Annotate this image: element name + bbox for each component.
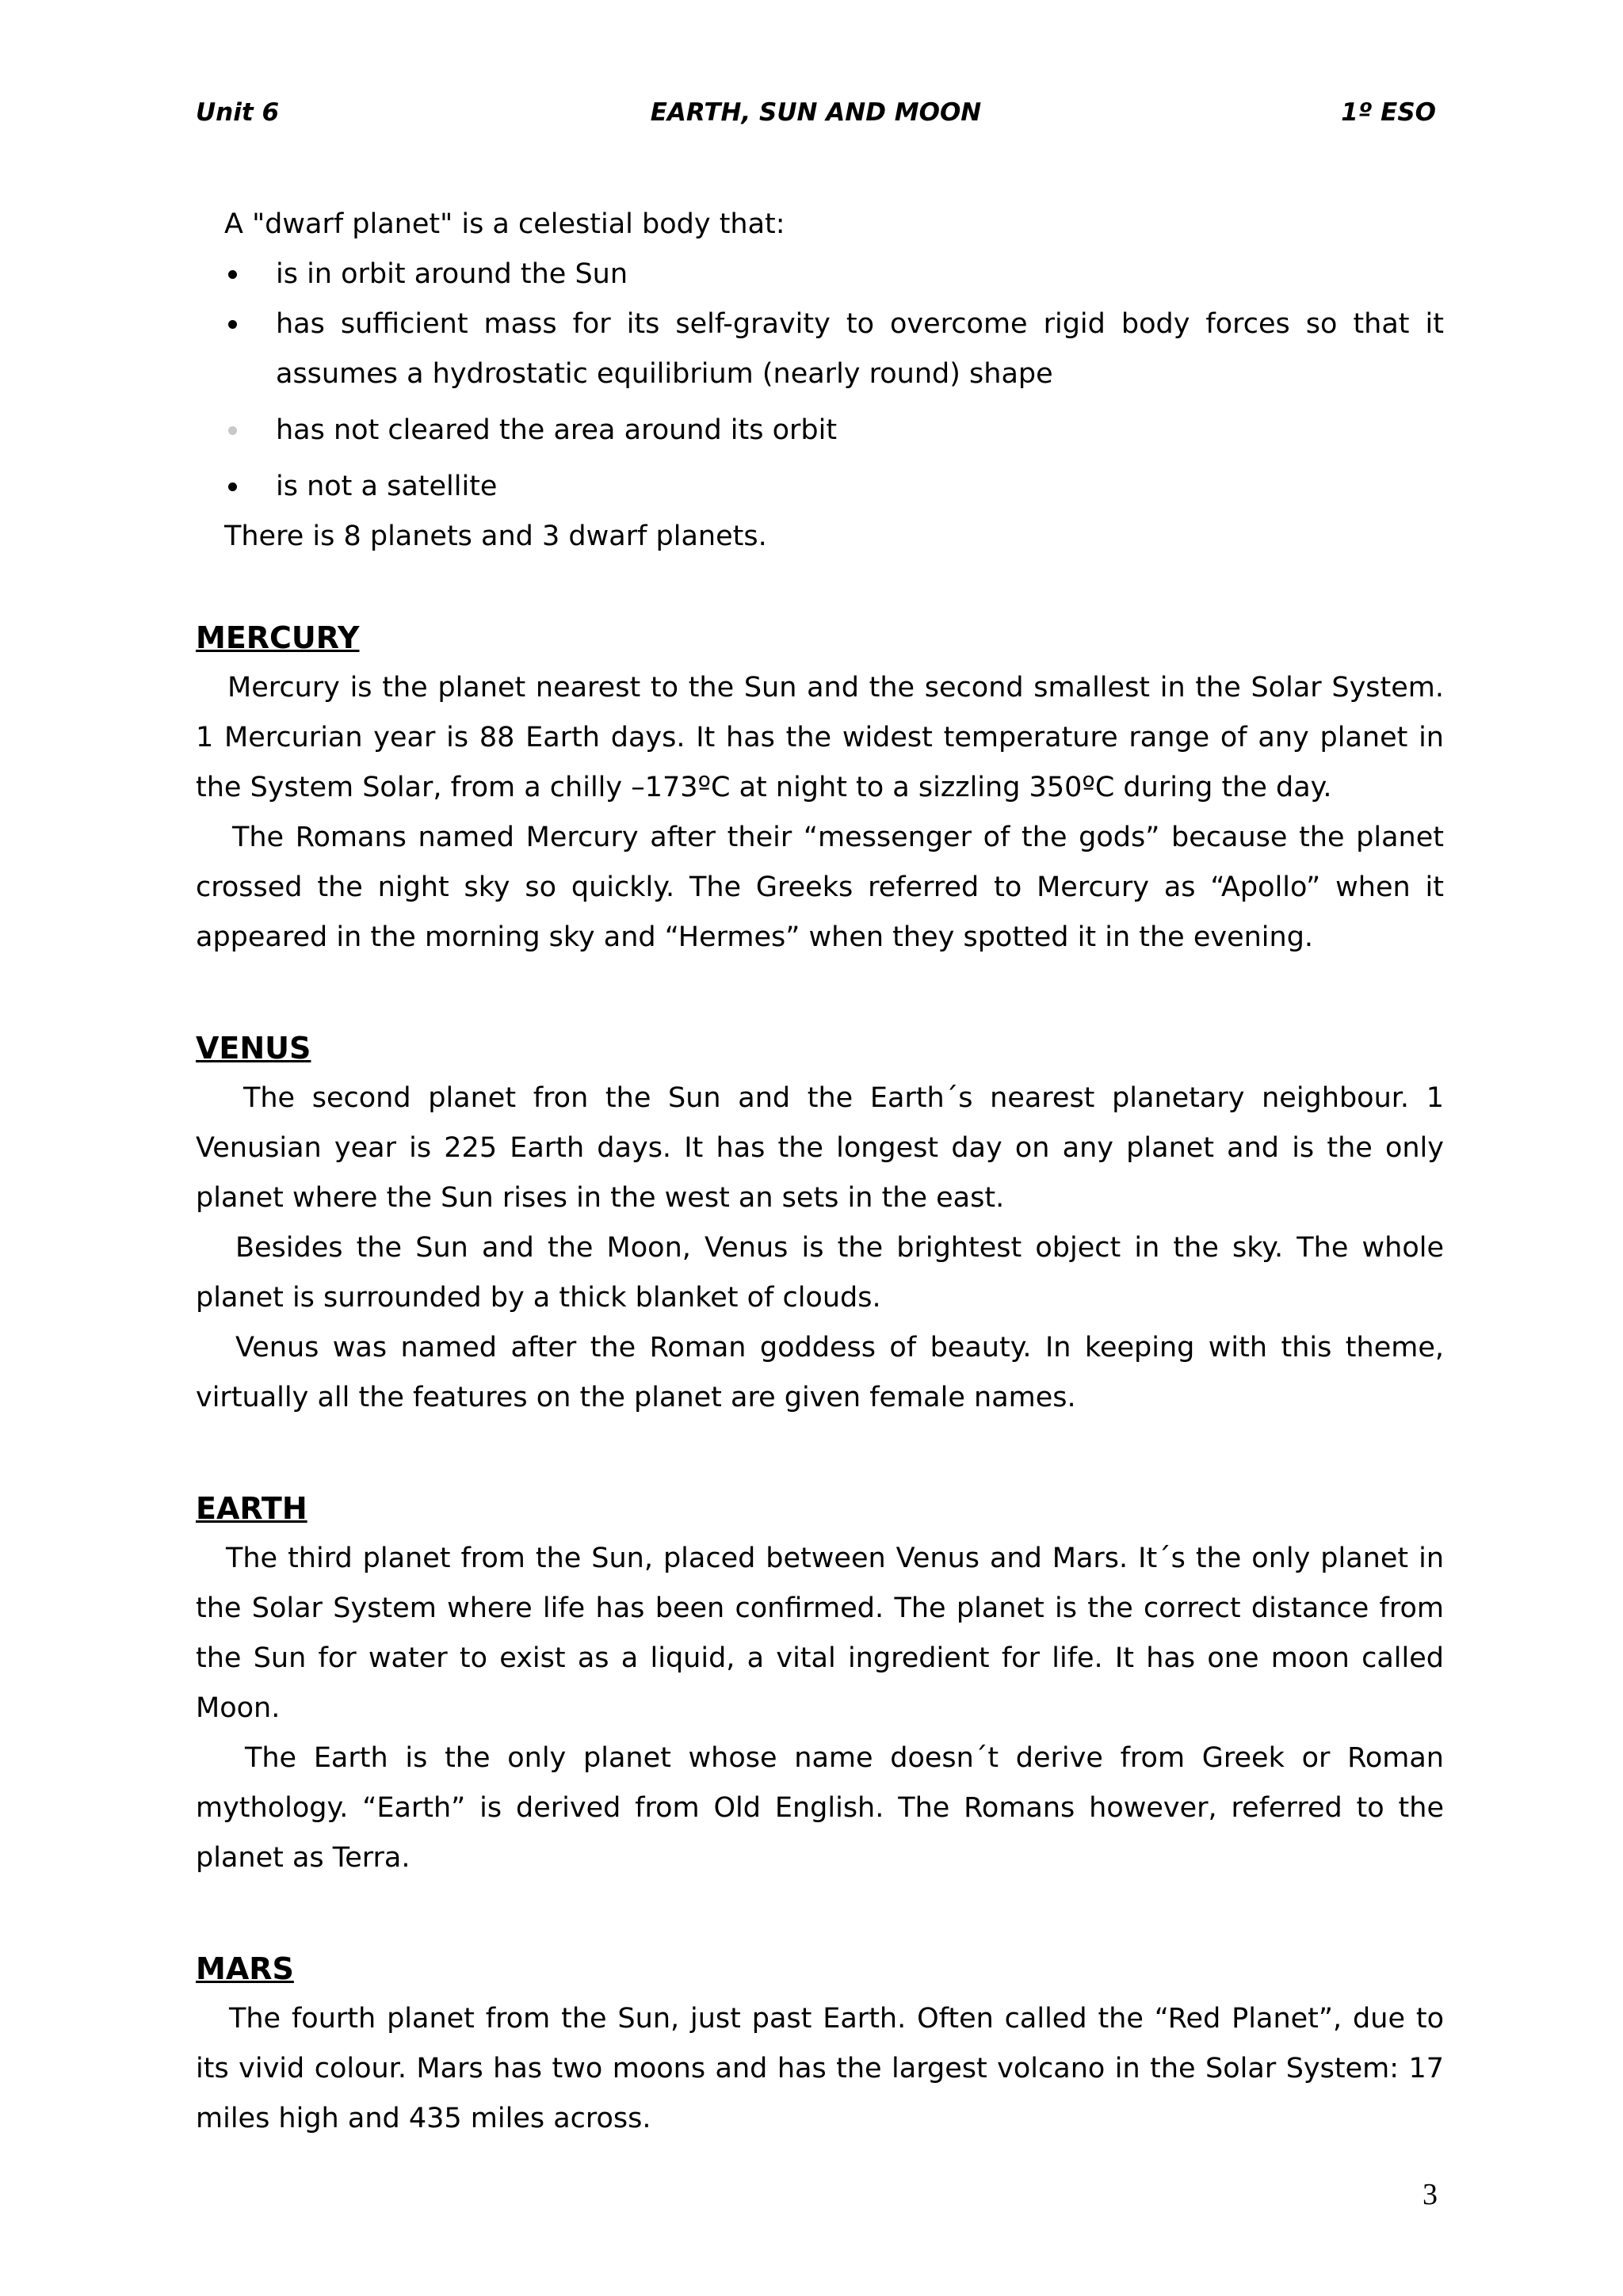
section-heading: MERCURY	[196, 620, 360, 655]
paragraph: The fourth planet from the Sun, just past Earth. Often called the “Red Planet”, due to its vivid colour. Mars has two moons and has the largest volcano in the Solar System: 17 miles high and 435 miles across.	[196, 2003, 1444, 2134]
page-header	[196, 98, 1436, 130]
list-item: has sufficient mass for its self-gravity to overcome rigid body forces so that it assumes a hydrostatic equilibrium (nearly round) shape	[196, 299, 1444, 399]
bullet-icon	[228, 320, 237, 329]
section-earth	[196, 1484, 1444, 1883]
dwarf-planet-definition	[196, 200, 1444, 562]
header-level: 1º ESO	[1341, 98, 1436, 127]
paragraph: Mercury is the planet nearest to the Sun and the second smallest in the Solar System. 1 Mercurian year is 88 Earth days. It has the widest temperature range of any planet in the System Solar, from a chilly –173ºC at night to a sizzling 350ºC during the day.	[196, 672, 1444, 803]
section-heading: MARS	[196, 1951, 294, 1986]
page-number: 3	[1423, 2178, 1438, 2211]
bullet-icon	[228, 270, 237, 279]
header-title: EARTH, SUN AND MOON	[650, 98, 982, 127]
bullet-icon	[228, 482, 237, 491]
list-item: is not a satellite	[196, 462, 1444, 512]
paragraph: Besides the Sun and the Moon, Venus is the brightest object in the sky. The whole planet is surrounded by a thick blanket of clouds.	[196, 1232, 1444, 1314]
paragraph: The Romans named Mercury after their “messenger of the gods” because the planet crossed the night sky so quickly. The Greeks referred to Mercury as “Apollo” when it appeared in the morning sky and “Hermes” when they spotted it in the evening.	[196, 822, 1444, 953]
intro-lead: A "dwarf planet" is a celestial body that:	[224, 208, 785, 240]
bullet-icon	[228, 426, 237, 435]
header-unit: Unit 6	[196, 98, 280, 127]
paragraph: The third planet from the Sun, placed between Venus and Mars. It´s the only planet in the Solar System where life has been confirmed. The planet is the correct distance from the Sun for water to exist as a liquid, a vital ingredient for life. It has one moon called Moon.	[196, 1543, 1444, 1724]
section-mars	[196, 1944, 1444, 2144]
list-item: is in orbit around the Sun	[196, 250, 1444, 299]
paragraph: The second planet fron the Sun and the Earth´s nearest planetary neighbour. 1 Venusian year is 225 Earth days. It has the longest day on any planet and is the only planet where the Sun rises in the west an sets in the east.	[196, 1082, 1444, 1214]
section-mercury	[196, 613, 1444, 963]
section-heading: EARTH	[196, 1491, 307, 1526]
paragraph: Venus was named after the Roman goddess of beauty. In keeping with this theme, virtually all the features on the planet are given female names.	[196, 1332, 1444, 1413]
intro-closing: There is 8 planets and 3 dwarf planets.	[224, 521, 767, 552]
section-venus	[196, 1024, 1444, 1423]
paragraph: The Earth is the only planet whose name doesn´t derive from Greek or Roman mythology. “Earth” is derived from Old English. The Romans however, referred to the planet as Terra.	[196, 1742, 1444, 1874]
definition-list	[196, 250, 1444, 512]
list-item: has not cleared the area around its orbit	[196, 406, 1444, 456]
section-heading: VENUS	[196, 1031, 311, 1066]
